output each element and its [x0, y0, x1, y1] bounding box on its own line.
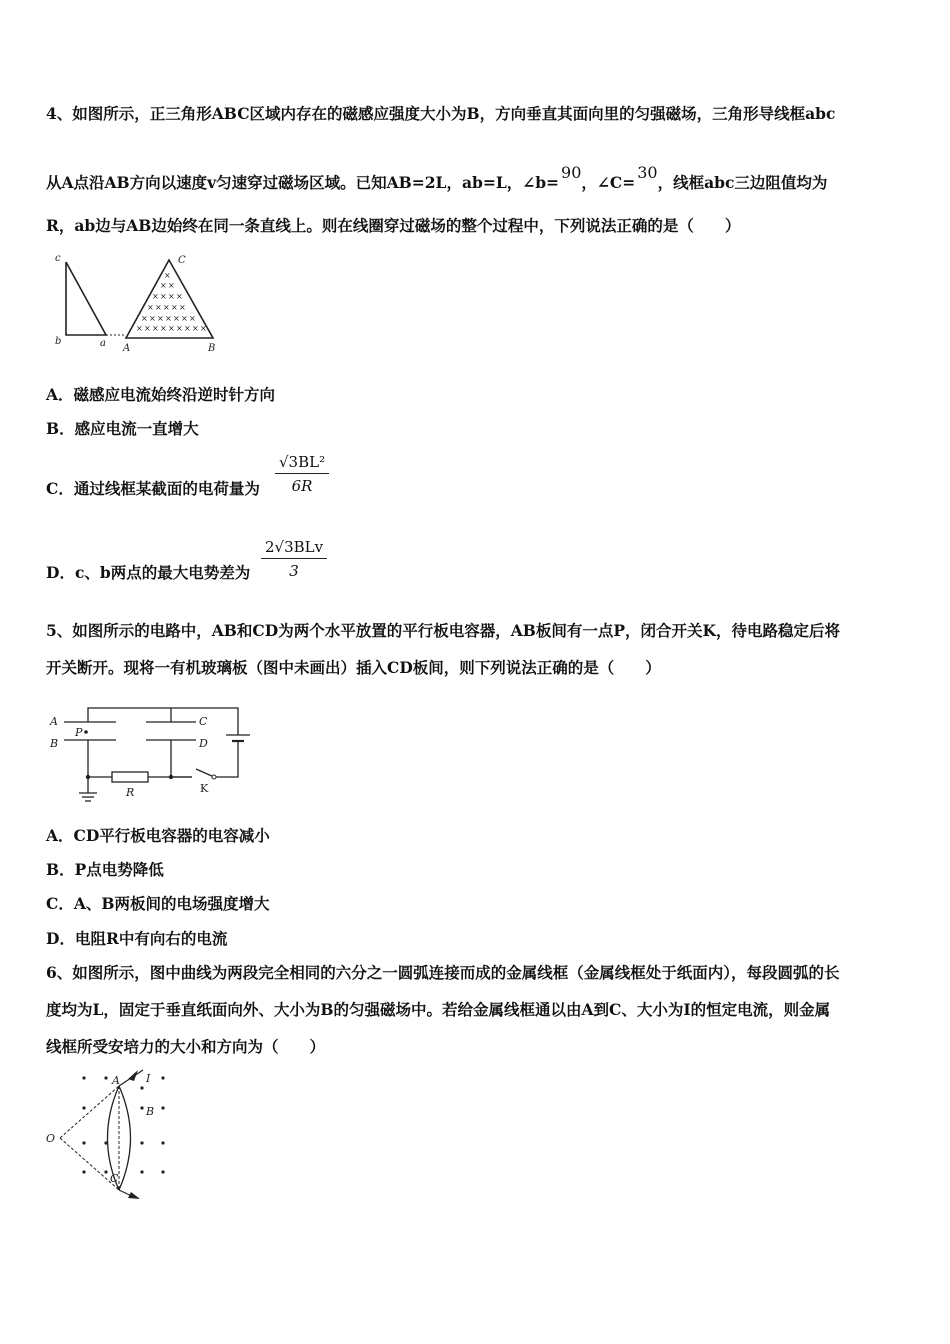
label-K: K: [200, 782, 209, 795]
label-O: O: [46, 1132, 56, 1145]
q5-option-c: C．A、B两板间的电场强度增大: [46, 894, 270, 913]
q4-figure-triangles: [46, 250, 226, 360]
field-cross: ×: [160, 281, 167, 290]
field-cross: ×: [176, 292, 183, 301]
label-B: B: [50, 737, 59, 750]
q4-line-2-part-a: 从A点沿AB方向以速度v匀速穿过磁场区域。已知AB=2L，ab=L，∠b=: [46, 173, 560, 192]
junction-dot: [169, 775, 173, 779]
field-cross: ×: [163, 303, 170, 312]
switch-k-blade: [196, 769, 214, 777]
q6-line-1: 6、如图所示，图中曲线为两段完全相同的六分之一圆弧连接而成的金属线框（金属线框处于纸面内），每段圆弧的长: [46, 963, 840, 982]
field-cross: ×: [141, 314, 148, 323]
q4-option-d-fraction: [261, 538, 327, 580]
label-a: a: [100, 338, 106, 349]
q5-line-1: 5、如图所示的电路中，AB和CD为两个水平放置的平行板电容器，AB板间有一点P，闭合开关K，待电路稳定后将: [46, 621, 840, 640]
field-cross: ×: [168, 281, 175, 290]
q4-option-b: B．感应电流一直增大: [46, 419, 199, 438]
fraction-denominator: 3: [289, 562, 299, 580]
field-cross: ×: [144, 324, 151, 333]
field-cross: ×: [200, 324, 207, 333]
current-arrow-icon: [128, 1192, 140, 1199]
q4-line-2-part-c: ，线框abc三边阻值均为: [657, 173, 828, 192]
q5-figure-circuit: [46, 705, 261, 805]
label-D: D: [199, 737, 208, 750]
q4-line-1: 4、如图所示，正三角形ABC区域内存在的磁感应强度大小为B，方向垂直其面向里的匀强磁场，三角形导线框abc: [46, 104, 836, 123]
wire-to-plate-d: [171, 740, 192, 777]
label-R: R: [126, 786, 135, 799]
field-cross: ×: [173, 314, 180, 323]
point-p-dot: [84, 730, 88, 734]
field-cross: ×: [152, 324, 159, 333]
label-A: A: [123, 343, 131, 354]
field-cross: ×: [155, 303, 162, 312]
q4-line-2: [46, 163, 827, 193]
field-cross: ×: [181, 314, 188, 323]
field-cross: ×: [149, 314, 156, 323]
wire-frame-abc: [66, 262, 106, 335]
label-A: A: [50, 715, 58, 728]
q5-option-b: B．P点电势降低: [46, 860, 164, 879]
field-cross: ×: [171, 303, 178, 312]
q4-option-c-fraction: [275, 453, 329, 495]
angle-b-value: 90: [561, 163, 582, 182]
q4-option-d: D．c、b两点的最大电势差为: [46, 563, 251, 582]
magnetic-field-dots: [82, 1076, 164, 1173]
q4-line-2-part-b: ，∠C=: [581, 173, 636, 192]
field-cross: ×: [157, 314, 164, 323]
field-cross: ×: [168, 292, 175, 301]
fraction-denominator: 6R: [291, 477, 313, 495]
field-cross: ×: [176, 324, 183, 333]
field-cross: ×: [168, 324, 175, 333]
resistor-r: [112, 772, 148, 782]
label-I: I: [146, 1072, 151, 1085]
label-b: b: [55, 336, 62, 347]
label-C: C: [199, 715, 208, 728]
q6-line-2: 度均为L，固定于垂直纸面向外、大小为B的匀强磁场中。若给金属线框通以由A到C、大小为I的恒定电流，则金属: [46, 1000, 831, 1019]
angle-c-value: 30: [637, 163, 658, 182]
field-cross: ×: [184, 324, 191, 333]
field-cross: ×: [147, 303, 154, 312]
label-P: P: [75, 726, 83, 739]
q4-option-c: C．通过线框某截面的电荷量为: [46, 479, 260, 498]
switch-contact: [212, 775, 216, 779]
right-arc: [119, 1086, 131, 1190]
right-wire: [214, 741, 238, 777]
current-arrow-icon: [128, 1070, 138, 1081]
q6-line-3: 线框所受安培力的大小和方向为（ ）: [46, 1037, 326, 1056]
q5-line-2: 开关断开。现将一有机玻璃板（图中未画出）插入CD板间，则下列说法正确的是（ ）: [46, 658, 661, 677]
label-C: C: [178, 255, 186, 266]
field-cross: ×: [160, 292, 167, 301]
q5-option-a: A．CD平行板电容器的电容减小: [46, 826, 270, 845]
field-cross: ×: [179, 303, 186, 312]
field-cross: ×: [189, 314, 196, 323]
field-cross: ×: [136, 324, 143, 333]
field-cross: ×: [152, 292, 159, 301]
junction-dot: [86, 775, 90, 779]
fraction-numerator: √3BL²: [275, 453, 329, 474]
label-C: C: [110, 1172, 119, 1185]
label-B: B: [208, 343, 216, 354]
q4-option-a: A．磁感应电流始终沿逆时针方向: [46, 385, 276, 404]
label-B: B: [146, 1105, 155, 1118]
q6-figure-arcs: [46, 1068, 176, 1203]
fraction-numerator: 2√3BLv: [261, 538, 327, 559]
field-cross: ×: [192, 324, 199, 333]
label-c: c: [55, 253, 61, 264]
field-cross: ×: [165, 314, 172, 323]
field-cross: ×: [160, 324, 167, 333]
label-A: A: [112, 1074, 120, 1087]
q5-option-d: D．电阻R中有向右的电流: [46, 929, 228, 948]
field-cross: ×: [164, 271, 171, 280]
q4-line-3: R，ab边与AB边始终在同一条直线上。则在线圈穿过磁场的整个过程中，下列说法正确的是（ ）: [46, 216, 741, 235]
